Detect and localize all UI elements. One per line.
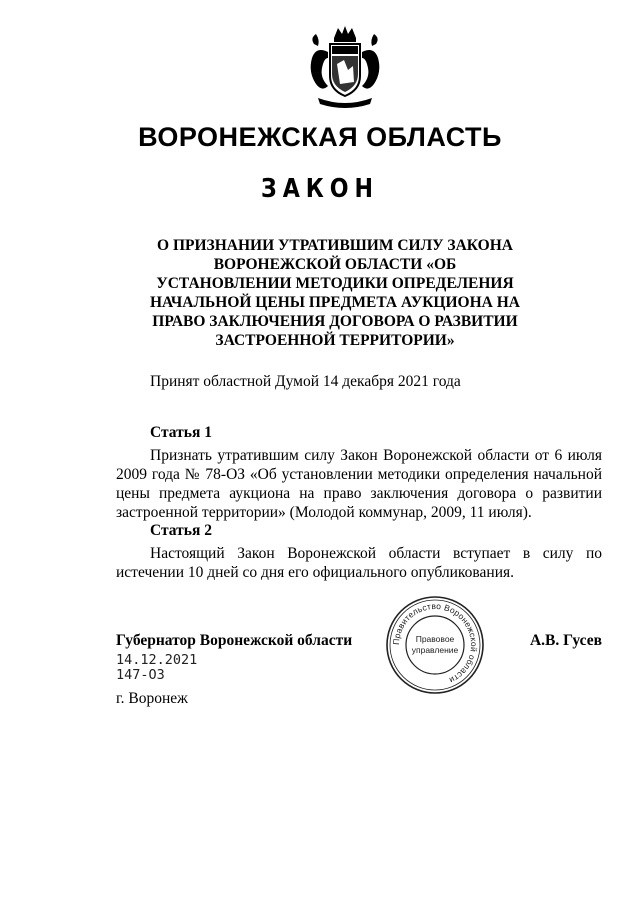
signer-name: А.В. Гусев: [529, 632, 602, 649]
law-title-line: УСТАНОВЛЕНИИ МЕТОДИКИ ОПРЕДЕЛЕНИЯ: [156, 275, 514, 292]
signing-city: г. Воронеж: [116, 690, 188, 707]
region-title: ВОРОНЕЖСКАЯ ОБЛАСТЬ: [138, 122, 502, 152]
law-title-line: НАЧАЛЬНОЙ ЦЕНЫ ПРЕДМЕТА АУКЦИОНА НА: [150, 294, 520, 311]
article-1-text: Признать утратившим силу Закон Воронежской области от 6 июля 2009 года № 78-ОЗ «Об установлении методики определения начальной цены предмета аукциона на право заключения договора о развитии застроенной территории» (Молодой коммунар, 2009, 11 июля).: [116, 447, 602, 521]
law-title-line: О ПРИЗНАНИИ УТРАТИВШИМ СИЛУ ЗАКОНА: [157, 237, 513, 254]
article-1-heading: Статья 1: [150, 424, 212, 441]
law-title-line: ЗАСТРОЕННОЙ ТЕРРИТОРИИ»: [215, 332, 455, 349]
signer-title: Губернатор Воронежской области: [116, 632, 353, 649]
adoption-date: Принят областной Думой 14 декабря 2021 года: [150, 373, 461, 390]
document-type: ЗАКОН: [261, 174, 379, 204]
article-2-heading: Статья 2: [150, 522, 212, 539]
signing-date: 14.12.2021: [116, 652, 198, 668]
law-title-line: ПРАВО ЗАКЛЮЧЕНИЯ ДОГОВОРА О РАЗВИТИИ: [152, 313, 518, 330]
article-2-text: Настоящий Закон Воронежской области вступает в силу по истечении 10 дней со дня его официального опубликования.: [116, 545, 602, 581]
stamp-center-line-2: управление: [411, 645, 459, 655]
law-title: [150, 236, 520, 350]
stamp-center-line-1: Правовое: [415, 634, 455, 644]
coat-of-arms-icon: [306, 24, 384, 110]
stamp-ring-text: Правительство Воронежской области: [390, 600, 480, 686]
law-number: 147-ОЗ: [116, 667, 165, 683]
law-title-line: ВОРОНЕЖСКОЙ ОБЛАСТИ «ОБ: [213, 256, 457, 273]
official-stamp: [384, 594, 486, 696]
